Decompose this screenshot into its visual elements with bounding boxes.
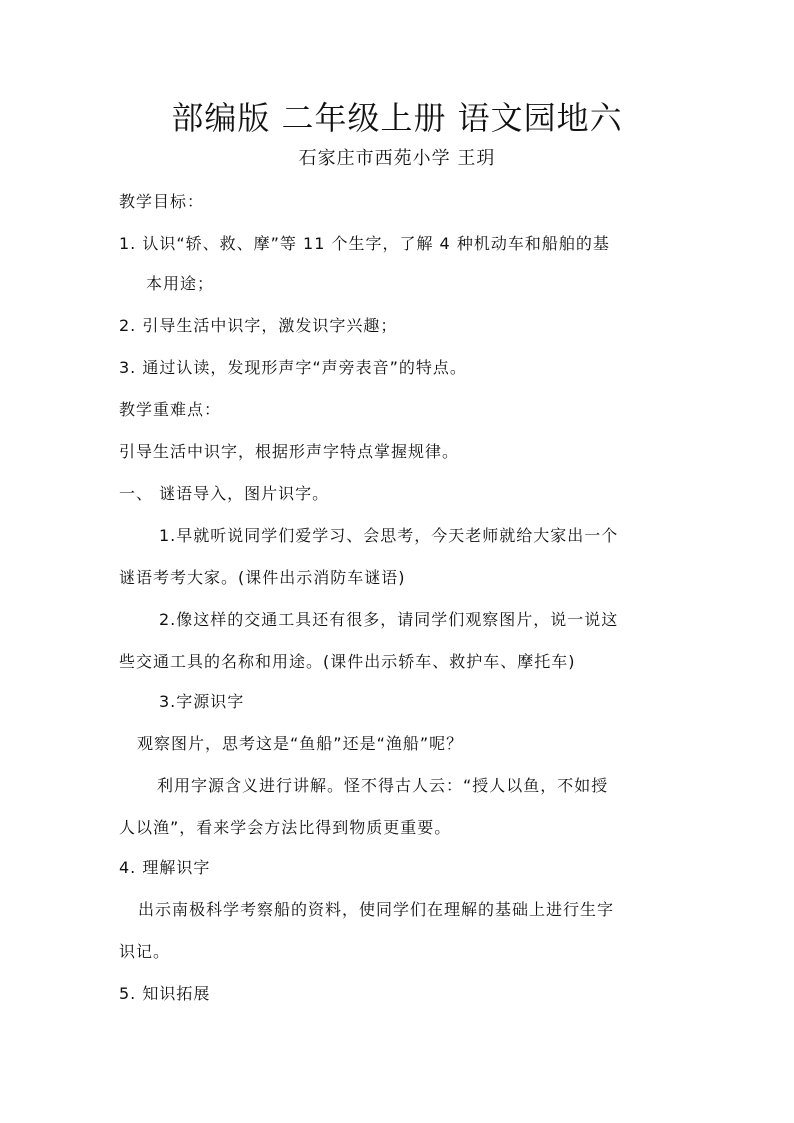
key-points-text: 引导生活中识字，根据形声字特点掌握规律。: [119, 442, 460, 461]
goal-3: 3. 通过认读，发现形声字“声旁表音”的特点。: [119, 358, 467, 377]
key-points-heading: 教学重难点：: [119, 400, 222, 419]
section-1-heading: 一、 谜语导入，图片识字。: [119, 484, 330, 503]
item-4-heading: 4. 理解识字: [119, 858, 211, 877]
goals-heading: 教学目标：: [119, 192, 205, 211]
step-3-explain-line-2: 人以渔”，看来学会方法比得到物质更重要。: [119, 818, 452, 837]
document-title: 部编版 二年级上册 语文园地六: [171, 99, 623, 137]
goal-2: 2. 引导生活中识字，激发识字兴趣；: [119, 316, 398, 335]
step-1-line-2: 谜语考考大家。(课件出示消防车谜语): [119, 568, 406, 587]
step-3-explain-line-1: 利用字源含义进行讲解。怪不得古人云：“授人以鱼，不如授: [157, 776, 609, 795]
step-1-line-1: 1.早就听说同学们爱学习、会思考，今天老师就给大家出一个: [159, 526, 619, 545]
goal-1-line-2: 本用途；: [146, 274, 215, 293]
step-2-line-2: 些交通工具的名称和用途。(课件出示轿车、救护车、摩托车): [119, 652, 576, 671]
goal-1-line-1: 1. 认识“轿、救、摩”等 11 个生字，了解 4 种机动车和船舶的基: [119, 234, 610, 253]
step-3-heading: 3.字源识字: [159, 692, 245, 711]
item-4-line-2: 识记。: [119, 942, 171, 961]
item-5-heading: 5. 知识拓展: [119, 984, 211, 1003]
document-subtitle: 石家庄市西苑小学 王玥: [298, 148, 496, 169]
step-2-line-1: 2.像这样的交通工具还有很多，请同学们观察图片，说一说这: [159, 610, 619, 629]
step-3-text: 观察图片，思考这是“鱼船”还是“渔船”呢？: [137, 734, 464, 753]
item-4-line-1: 出示南极科学考察船的资料，使同学们在理解的基础上进行生字: [138, 900, 615, 919]
